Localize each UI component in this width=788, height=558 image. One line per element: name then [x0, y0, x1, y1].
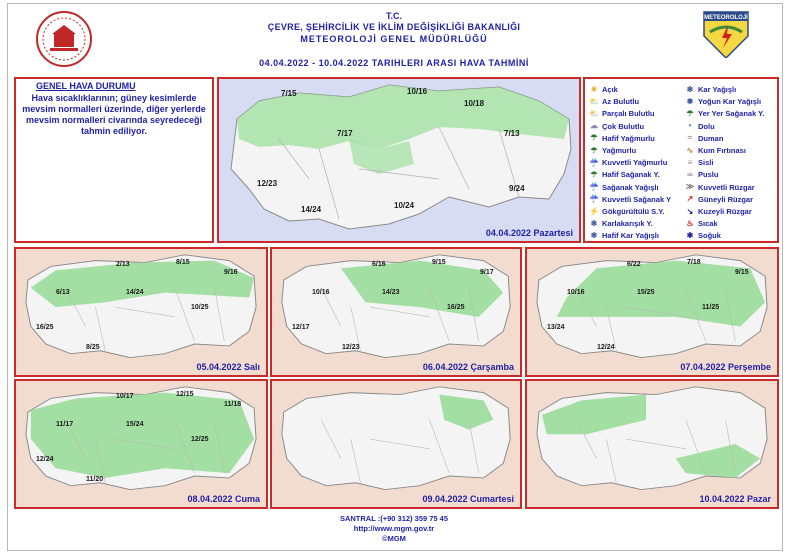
- smoke-icon: ≈: [687, 133, 693, 143]
- legend-item: [685, 157, 713, 168]
- general-weather-box: [14, 77, 214, 243]
- legend-item: [589, 133, 655, 144]
- legend-label: Kar Yağışlı: [698, 85, 737, 94]
- temp-label: 9/16: [224, 269, 238, 276]
- temp-label: 13/24: [547, 324, 565, 331]
- legend-item: [589, 218, 653, 229]
- meteoroloji-logo-text: METEOROLOJİ: [704, 15, 748, 21]
- temp-label: 11/25: [702, 304, 720, 311]
- temp-label: 10/16: [567, 289, 585, 296]
- legend-item: [589, 230, 659, 241]
- legend-item: [589, 169, 660, 180]
- main-map-svg: [219, 79, 581, 243]
- north-wind-icon: ↘: [686, 206, 694, 216]
- cloud-icon: ☁: [590, 121, 598, 131]
- legend-label: Kuvvetli Rüzgar: [698, 182, 755, 192]
- legend-item: [685, 206, 752, 217]
- temp-label: 9/24: [509, 184, 525, 193]
- local-shower-icon: ☂: [686, 108, 694, 118]
- day-map-date: 08.04.2022 Cuma: [187, 494, 260, 504]
- legend-label: Kuvvetli Yağmurlu: [602, 158, 668, 168]
- strong-wind-icon: ≫: [685, 182, 695, 192]
- temp-label: 14/23: [382, 289, 400, 296]
- temp-label: 7/18: [687, 259, 701, 266]
- temp-label: 11/20: [86, 476, 104, 483]
- day-map-date: 07.04.2022 Perşembe: [680, 362, 771, 372]
- forecast-map-day-6: [525, 379, 779, 509]
- temp-label: 12/23: [342, 344, 360, 351]
- legend-label: Hafif Sağanak Y.: [602, 170, 660, 180]
- legend-item: [685, 108, 764, 119]
- footer-phone: SANTRAL :(+90 312) 359 75 45: [339, 514, 449, 523]
- legend-item: [589, 157, 667, 168]
- temp-label: 10/17: [116, 393, 134, 400]
- haze-icon: ∞: [687, 169, 693, 179]
- sandstorm-icon: ∿: [686, 145, 694, 155]
- forecast-map-day-3: [525, 247, 779, 377]
- temp-label: 9/15: [432, 259, 446, 266]
- legend-label: Sıcak: [698, 219, 718, 229]
- temp-label: 12/17: [292, 324, 310, 331]
- temp-label: 9/15: [735, 269, 749, 276]
- temp-label: 6/13: [56, 289, 70, 296]
- temp-label: 12/25: [191, 436, 209, 443]
- day-map-svg: [16, 381, 266, 507]
- legend-label: Dolu: [698, 121, 715, 131]
- legend-item: [685, 145, 746, 156]
- fog-icon: ≡: [687, 157, 693, 167]
- legend-item: [685, 84, 736, 95]
- south-wind-icon: ↗: [686, 194, 694, 204]
- hot-icon: ♨: [686, 218, 694, 228]
- light-rain-icon: ☂: [590, 133, 598, 143]
- legend-item: [685, 169, 718, 180]
- legend-item: [685, 182, 755, 193]
- temp-label: 8/25: [86, 344, 100, 351]
- legend-item: [685, 133, 723, 144]
- temp-label: 11/18: [224, 401, 242, 408]
- footer: [0, 514, 788, 544]
- ministry-logo: [35, 10, 93, 68]
- legend-item: [589, 108, 655, 119]
- legend-item: [589, 145, 636, 156]
- forecast-map-day-5: [270, 379, 522, 509]
- day-map-svg: [527, 249, 777, 375]
- legend-label: Yağmurlu: [602, 146, 637, 155]
- partly-cloudy-icon: ⛅: [589, 108, 599, 118]
- temp-label: 2/13: [116, 261, 130, 268]
- temp-label: 10/18: [464, 99, 485, 108]
- legend-label: Güneyli Rüzgar: [698, 194, 754, 204]
- legend-label: Hafif Kar Yağışlı: [602, 231, 659, 241]
- day-map-date: 10.04.2022 Pazar: [699, 494, 771, 504]
- day-map-date: 05.04.2022 Salı: [196, 362, 260, 372]
- snow-icon: ❄: [686, 84, 694, 94]
- footer-website-link[interactable]: http://www.mgm.gov.tr: [353, 524, 435, 533]
- legend-label: Duman: [698, 133, 724, 143]
- forecast-map-day-1: [14, 247, 268, 377]
- temp-label: 10/25: [191, 304, 209, 311]
- forecast-map-day-4: [14, 379, 268, 509]
- header: [0, 0, 788, 72]
- forecast-map-day-2: [270, 247, 522, 377]
- temp-label: 12/23: [257, 179, 278, 188]
- hail-icon: •: [688, 121, 692, 131]
- general-weather-text: Hava sıcaklıklarının; güney kesimlerde mevsim normalleri üzerinde, diğer yerlerde mevsim normalleri civarında seyredeceği tahmin ediliyor.: [22, 93, 206, 136]
- legend-item: [685, 230, 721, 241]
- rain-icon: ☂: [590, 145, 598, 155]
- legend-label: Az Bulutlu: [602, 97, 640, 107]
- legend-label: Açık: [602, 85, 618, 94]
- legend-item: [589, 206, 665, 217]
- temp-label: 7/13: [504, 129, 520, 138]
- heavy-rain-icon: ☔: [589, 157, 599, 167]
- temp-label: 10/24: [394, 201, 415, 210]
- day-map-svg: [16, 249, 266, 375]
- header-line1: T.C.: [385, 11, 402, 21]
- heavy-snow-icon: ❅: [686, 96, 694, 106]
- day-map-date: 09.04.2022 Cumartesi: [422, 494, 514, 504]
- legend-label: Hafif Yağmurlu: [602, 133, 655, 143]
- legend-label: Gökgürültülü S.Y.: [602, 207, 665, 216]
- temp-label: 8/15: [176, 259, 190, 266]
- footer-copyright: ©MGM: [382, 534, 406, 543]
- day-map-svg: [527, 381, 777, 507]
- legend-item: [685, 96, 761, 107]
- legend-label: Soğuk: [698, 231, 721, 241]
- day-map-svg: [272, 249, 520, 375]
- temp-label: 15/24: [126, 421, 144, 428]
- legend-label: Yoğun Kar Yağışlı: [698, 97, 762, 107]
- legend-item: [685, 121, 715, 132]
- legend-label: Sağanak Yağışlı: [602, 182, 659, 192]
- light-shower-icon: ☂: [590, 169, 598, 179]
- day-map-svg: [272, 381, 520, 507]
- main-map-date: 04.04.2022 Pazartesi: [485, 228, 573, 238]
- temp-label: 10/16: [312, 289, 330, 296]
- main-forecast-map: [217, 77, 581, 243]
- legend-label: Puslu: [698, 170, 719, 180]
- precipitation-area: [31, 393, 254, 478]
- legend-label: Çok Bulutlu: [602, 121, 645, 131]
- legend-box: [583, 77, 779, 243]
- cold-icon: ✱: [686, 230, 694, 240]
- shower-icon: ☔: [589, 182, 599, 192]
- sleet-icon: ❄: [590, 218, 598, 228]
- temp-label: 12/24: [36, 456, 54, 463]
- meteoroloji-logo: [700, 10, 752, 58]
- legend-item: [685, 218, 718, 229]
- legend-label: Kuzeyli Rüzgar: [698, 207, 752, 216]
- temp-label: 6/22: [627, 261, 641, 268]
- header-ministry: ÇEVRE, ŞEHİRCİLİK VE İKLİM DEĞİŞİKLİĞİ BAKANLIĞI: [267, 22, 521, 32]
- temp-label: 9/17: [480, 269, 494, 276]
- legend-item: [589, 194, 671, 205]
- temp-label: 16/25: [447, 304, 465, 311]
- sun-icon: ☀: [590, 84, 598, 94]
- temp-label: 12/15: [176, 391, 194, 398]
- temp-label: 14/24: [301, 205, 322, 214]
- legend-label: Kum Fırtınası: [698, 146, 746, 155]
- legend-label: Kuvvetli Sağanak Y: [602, 194, 672, 204]
- legend-item: [589, 96, 639, 107]
- temp-label: 6/16: [372, 261, 386, 268]
- legend-label: Sisli: [698, 158, 714, 168]
- temp-label: 7/15: [281, 89, 297, 98]
- legend-label: Parçalı Bulutlu: [602, 109, 655, 119]
- thunderstorm-icon: ⚡: [589, 206, 599, 216]
- temp-label: 7/17: [337, 129, 353, 138]
- day-map-date: 06.04.2022 Çarşamba: [422, 362, 514, 372]
- heavy-shower-icon: ☔: [589, 194, 599, 204]
- header-directorate: METEOROLOJİ GENEL MÜDÜRLÜĞÜ: [300, 34, 488, 44]
- legend-label: Yer Yer Sağanak Y.: [698, 109, 765, 119]
- general-weather-title: GENEL HAVA DURUMU: [36, 81, 136, 91]
- legend-item: [589, 84, 618, 95]
- legend-item: [589, 121, 644, 132]
- temp-label: 15/25: [637, 289, 655, 296]
- temp-label: 10/16: [407, 87, 428, 96]
- legend-item: [685, 194, 753, 205]
- light-snow-icon: ❄: [590, 230, 598, 240]
- header-date-range: 04.04.2022 - 10.04.2022 TARIHLERI ARASI HAVA TAHMİNİ: [259, 58, 529, 68]
- temp-label: 16/25: [36, 324, 54, 331]
- legend-label: Karlakarışık Y.: [602, 219, 653, 229]
- temp-label: 11/17: [56, 421, 74, 428]
- temp-label: 14/24: [126, 289, 144, 296]
- temp-label: 12/24: [597, 344, 615, 351]
- legend-item: [589, 182, 659, 193]
- sun-cloud-icon: ⛅: [589, 96, 599, 106]
